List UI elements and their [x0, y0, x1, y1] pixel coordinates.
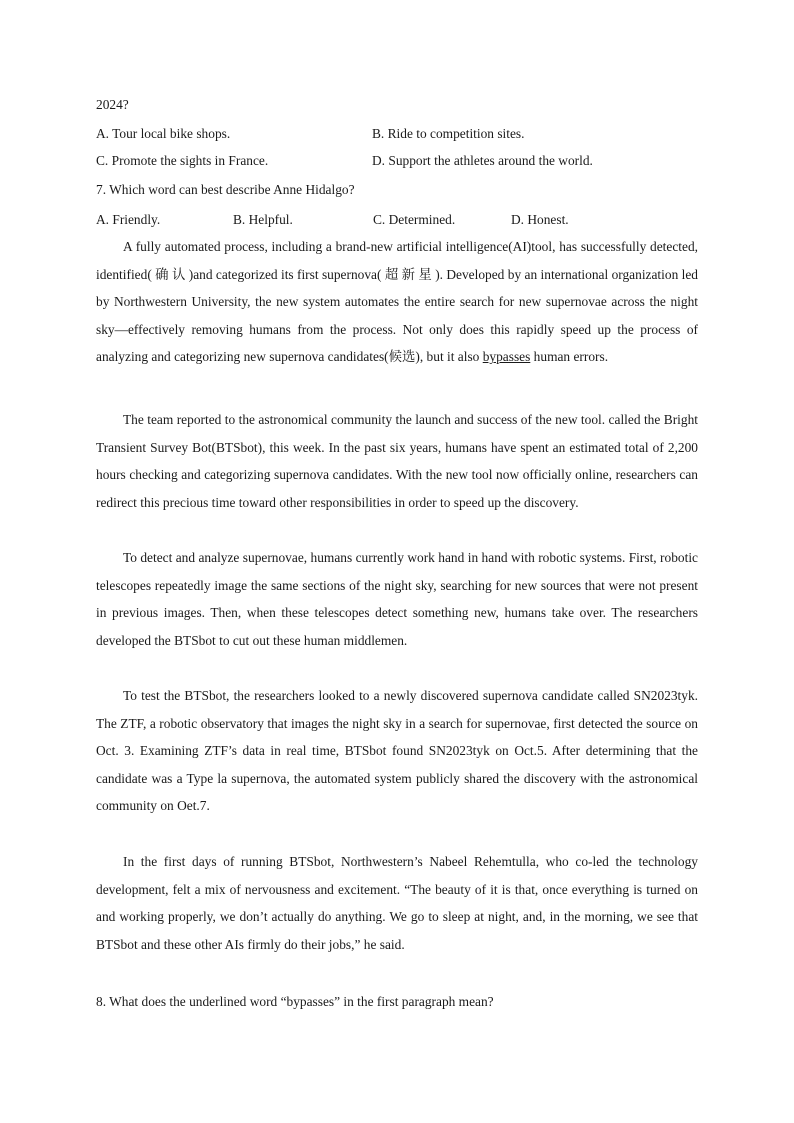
passage-paragraph-2: The team reported to the astronomical community the launch and success of the new tool. called the Bright Transient Survey Bot(BTSbot), this week. In the past six years, humans have spent an estimated total of 2,200 hours checking and categorizing supernova candidates. With the new tool now officially online, researchers can redirect this precious time toward other responsibilities in order to speed up the discovery.	[96, 412, 698, 510]
passage-paragraph-3: To detect and analyze supernovae, humans currently work hand in hand with robotic systems. First, robotic telescopes repeatedly image the same sections of the night sky, searching for new sources that were not present in previous images. Then, when these telescopes detect something new, humans take over. The researchers developed the BTSbot to cut out these human middlemen.	[96, 550, 698, 648]
q7-stem: 7. Which word can best describe Anne Hidalgo?	[96, 182, 355, 197]
underlined-word-bypasses: bypasses	[482, 349, 531, 365]
passage-paragraph-1-text: A fully automated process, including a brand-new artificial intelligence(AI)tool, has successfully detected, identified( 确 认 )and categorized its first supernova( 超 新 星 ). Developed by an international organization led by Northwestern University, the new system automates the entire search for new supernovae across the night sky—effectively removing humans from the process. Not only does this rapidly speed up the process of analyzing and categorizing new supernova candidates(候选), but it also	[96, 239, 698, 365]
q6-option-a: A. Tour local bike shops.	[96, 126, 231, 141]
previous-question-fragment: 2024?	[96, 97, 129, 112]
q7-option-a: A. Friendly.	[96, 212, 161, 227]
q7-option-d: D. Honest.	[511, 212, 569, 227]
passage-paragraph-1	[96, 233, 698, 371]
passage-paragraph-5: In the first days of running BTSbot, Northwestern’s Nabeel Rehemtulla, who co-led the technology development, felt a mix of nervousness and excitement. “The beauty of it is that, once everything is turned on and working properly, we don’t actually do anything. We go to sleep at night, and, in the morning, we see that BTSbot and these other AIs firmly do their jobs,” he said.	[96, 854, 698, 952]
q6-option-c: C. Promote the sights in France.	[96, 153, 269, 168]
q8-stem: 8. What does the underlined word “bypasses” in the first paragraph mean?	[96, 994, 494, 1009]
passage-paragraph-4: To test the BTSbot, the researchers looked to a newly discovered supernova candidate called SN2023tyk. The ZTF, a robotic observatory that images the night sky in a search for supernovae, first detected the source on Oct. 3. Examining ZTF’s data in real time, BTSbot found SN2023tyk on Oct.5. After determining that the candidate was a Type la supernova, the automated system publicly shared the discovery with the astronomical community on Oet.7.	[96, 688, 698, 814]
q6-option-d: D. Support the athletes around the world.	[372, 153, 593, 168]
q6-option-b: B. Ride to competition sites.	[372, 126, 525, 141]
q7-option-c: C. Determined.	[373, 212, 456, 227]
q7-option-b: B. Helpful.	[233, 212, 293, 227]
passage-paragraph-1-tail: human errors.	[530, 349, 609, 365]
